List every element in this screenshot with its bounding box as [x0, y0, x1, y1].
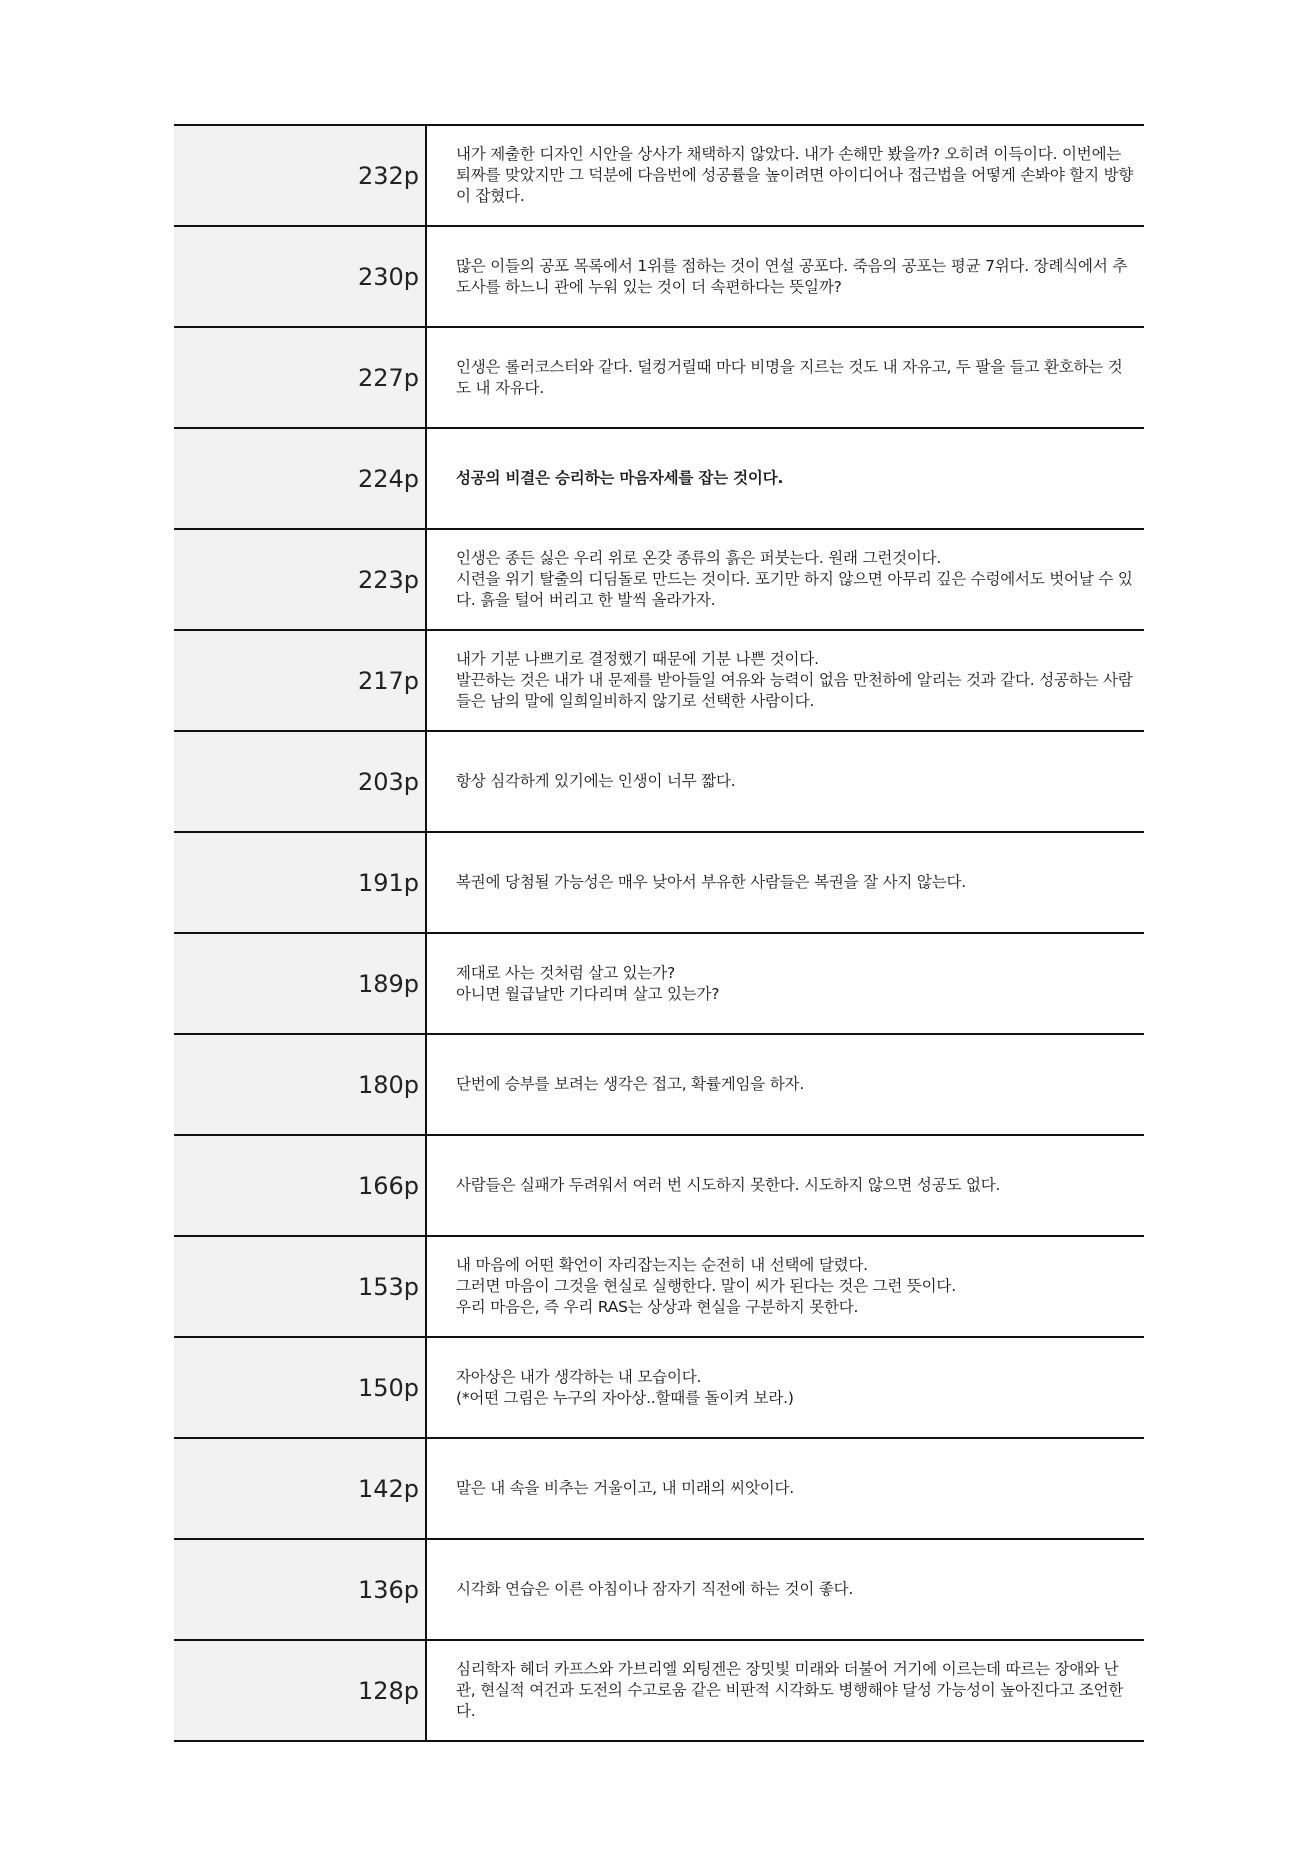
- table-row: [174, 731, 1144, 832]
- page-number-cell: 203p: [174, 731, 426, 832]
- quote-text-cell: 인생은 종든 싫은 우리 위로 온갖 종류의 흙은 퍼붓는다. 원래 그런것이다. 시련을 위기 탈출의 디딤돌로 만드는 것이다. 포기만 하지 않으면 아무리 깊은 수렁에서도 벗어날 수 있다. 흙을 털어 버리고 한 발씩 올라가자.: [426, 529, 1144, 630]
- quote-text-cell: 많은 이들의 공포 목록에서 1위를 점하는 것이 연설 공포다. 죽음의 공포는 평균 7위다. 장례식에서 추도사를 하느니 관에 누워 있는 것이 더 속편하다는 뜻일까?: [426, 226, 1144, 327]
- table-row: [174, 1438, 1144, 1539]
- table-row: [174, 529, 1144, 630]
- quote-text-cell: 복권에 당첨될 가능성은 매우 낮아서 부유한 사람들은 복권을 잘 사지 않는다.: [426, 832, 1144, 933]
- table-row: [174, 1034, 1144, 1135]
- quote-text-cell: 인생은 롤러코스터와 같다. 덜컹거릴때 마다 비명을 지르는 것도 내 자유고, 두 팔을 들고 환호하는 것도 내 자유다.: [426, 327, 1144, 428]
- page-number-cell: 191p: [174, 832, 426, 933]
- quote-text-cell: 항상 심각하게 있기에는 인생이 너무 짧다.: [426, 731, 1144, 832]
- quote-text-cell: 말은 내 속을 비추는 거울이고, 내 미래의 씨앗이다.: [426, 1438, 1144, 1539]
- table-row: [174, 1337, 1144, 1438]
- quote-table: [174, 124, 1144, 1742]
- page-number-cell: 227p: [174, 327, 426, 428]
- quote-text-cell: 자아상은 내가 생각하는 내 모습이다. (*어떤 그림은 누구의 자아상..할때를 돌이켜 보라.): [426, 1337, 1144, 1438]
- page-number-cell: 150p: [174, 1337, 426, 1438]
- table-row: [174, 1539, 1144, 1640]
- page-number-cell: 189p: [174, 933, 426, 1034]
- page-number-cell: 136p: [174, 1539, 426, 1640]
- table-row: [174, 1135, 1144, 1236]
- page-number-cell: 223p: [174, 529, 426, 630]
- quote-text-cell: 제대로 사는 것처럼 살고 있는가? 아니면 월급날만 기다리며 살고 있는가?: [426, 933, 1144, 1034]
- table-row: [174, 1640, 1144, 1741]
- page-number-cell: 232p: [174, 125, 426, 226]
- page-number-cell: 128p: [174, 1640, 426, 1741]
- quote-text-cell: 내 마음에 어떤 확언이 자리잡는지는 순전히 내 선택에 달렸다. 그러면 마음이 그것을 현실로 실행한다. 말이 씨가 된다는 것은 그런 뜻이다. 우리 마음은, 즉 우리 RAS는 상상과 현실을 구분하지 못한다.: [426, 1236, 1144, 1337]
- quote-text-cell: 심리학자 헤더 카프스와 가브리엘 외팅겐은 장밋빛 미래와 더불어 거기에 이르는데 따르는 장애와 난관, 현실적 여건과 도전의 수고로움 같은 비판적 시각화도 병행해야 달성 가능성이 높아진다고 조언한다.: [426, 1640, 1144, 1741]
- table-row: [174, 226, 1144, 327]
- page-number-cell: 224p: [174, 428, 426, 529]
- quote-text-cell: 내가 기분 나쁘기로 결정했기 때문에 기분 나쁜 것이다. 발끈하는 것은 내가 내 문제를 받아들일 여유와 능력이 없음 만천하에 알리는 것과 같다. 성공하는 사람들은 남의 말에 일희일비하지 않기로 선택한 사람이다.: [426, 630, 1144, 731]
- page-number-cell: 142p: [174, 1438, 426, 1539]
- table-row: [174, 933, 1144, 1034]
- page-number-cell: 230p: [174, 226, 426, 327]
- table-row: [174, 630, 1144, 731]
- table-row: [174, 832, 1144, 933]
- page-number-cell: 166p: [174, 1135, 426, 1236]
- quote-table-body: [174, 125, 1144, 1741]
- page-number-cell: 153p: [174, 1236, 426, 1337]
- table-row: [174, 125, 1144, 226]
- quote-text-cell: 성공의 비결은 승리하는 마음자세를 잡는 것이다.: [426, 428, 1144, 529]
- table-row: [174, 1236, 1144, 1337]
- page-number-cell: 217p: [174, 630, 426, 731]
- quote-text-cell: 시각화 연습은 이른 아침이나 잠자기 직전에 하는 것이 좋다.: [426, 1539, 1144, 1640]
- quote-text-cell: 사람들은 실패가 두려워서 여러 번 시도하지 못한다. 시도하지 않으면 성공도 없다.: [426, 1135, 1144, 1236]
- table-row: [174, 428, 1144, 529]
- table-row: [174, 327, 1144, 428]
- quote-text-cell: 단번에 승부를 보려는 생각은 접고, 확률게임을 하자.: [426, 1034, 1144, 1135]
- page-number-cell: 180p: [174, 1034, 426, 1135]
- quote-text-cell: 내가 제출한 디자인 시안을 상사가 채택하지 않았다. 내가 손해만 봤을까? 오히려 이득이다. 이번에는 퇴짜를 맞았지만 그 덕분에 다음번에 성공률을 높이려면 아이디어나 접근법을 어떻게 손봐야 할지 방향이 잡혔다.: [426, 125, 1144, 226]
